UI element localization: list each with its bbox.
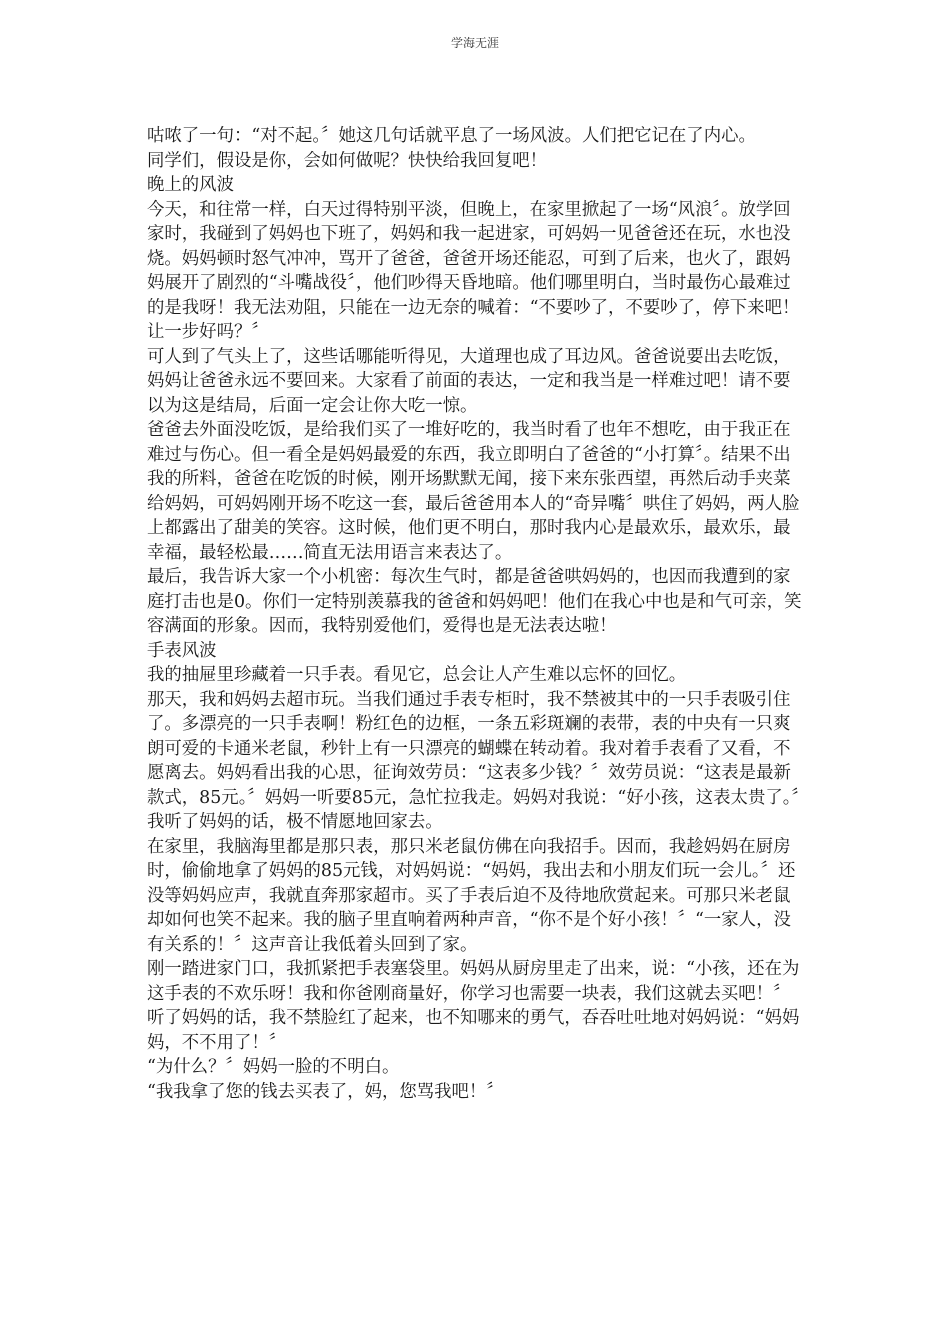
paragraph: 那天，我和妈妈去超市玩。当我们通过手表专柜时，我不禁被其中的一只手表吸引住了。多漂亮的一只手表啊！粉红色的边框，一条五彩斑斓的表带，表的中央有一只爽朗可爱的卡通米老鼠，秒针上有一只漂亮的蝴蝶在转动着。我对着手表看了又看，不愿离去。妈妈看出我的心思，征询效劳员：“这表多少钱？〞效劳员说：“这表是最新款式，85元。〞妈妈一听要85元，急忙拉我走。妈妈对我说：“好小孩，这表太贵了。〞我听了妈妈的话，极不情愿地回家去。 [147, 689, 801, 832]
paragraph: 最后，我告诉大家一个小机密：每次生气时，都是爸爸哄妈妈的，也因而我遭到的家庭打击也是0。你们一定特别羡慕我的爸爸和妈妈吧！他们在我心中也是和气可亲，笑容满面的形象。因而，我特别爱他们，爱得也是无法表达啦！ [147, 567, 802, 636]
paragraph: 咕哝了一句：“对不起。〞她这几句话就平息了一场风波。人们把它记在了内心。 [147, 126, 756, 146]
section-heading: 晚上的风波 [147, 175, 234, 195]
paragraph: 同学们，假设是你，会如何做呢？快快给我回复吧！ [147, 150, 547, 171]
paragraph: 今天，和往常一样，白天过得特别平淡，但晚上，在家里掀起了一场“风浪〞。放学回家时，我碰到了妈妈也下班了，妈妈和我一起进家，可妈妈一见爸爸还在玩，水也没烧。妈妈顿时怒气冲冲，骂开了爸爸，爸爸开场还能忍，可到了后来，也火了，跟妈妈展开了剧烈的“斗嘴战役〞，他们吵得天昏地暗。他们哪里明白，当时最伤心最难过的是我呀！我无法劝阻，只能在一边无奈的喊着：“不要吵了，不要吵了，停下来吧！让一步好吗？〞 [147, 199, 800, 342]
section-heading: 手表风波 [147, 640, 217, 661]
document-body [147, 124, 807, 1104]
paragraph: “我我拿了您的钱去买表了，妈，您骂我吧！〞 [147, 1081, 504, 1102]
paragraph: 听了妈妈的话，我不禁脸红了起来，也不知哪来的勇气，吞吞吐吐地对妈妈说：“妈妈妈，不不用了！〞 [147, 1008, 800, 1053]
paragraph: 爸爸去外面没吃饭，是给我们买了一堆好吃的，我当时看了也年不想吃，由于我正在难过与伤心。但一看全是妈妈最爱的东西，我立即明白了爸爸的“小打算〞。结果不出我的所料，爸爸在吃饭的时候，刚开场默默无闻，接下来东张西望，再然后动手夹菜给妈妈，可妈妈刚开场不吃这一套，最后爸爸用本人的“奇异嘴〞哄住了妈妈，两人脸上都露出了甜美的笑容。这时候，他们更不明白，那时我内心是最欢乐，最欢乐，最幸福，最轻松最……简直无法用语言来表达了。 [147, 420, 800, 563]
paragraph: 刚一踏进家门口，我抓紧把手表塞袋里。妈妈从厨房里走了出来，说：“小孩，还在为这手表的不欢乐呀！我和你爸刚商量好，你学习也需要一块表，我们这就去买吧！〞 [147, 959, 800, 1004]
page-header: 学海无涯 [450, 36, 499, 50]
paragraph: “为什么？〞妈妈一脸的不明白。 [147, 1057, 400, 1077]
paragraph: 在家里，我脑海里都是那只表，那只米老鼠仿佛在向我招手。因而，我趁妈妈在厨房时，偷偷地拿了妈妈的85元钱，对妈妈说：“妈妈，我出去和小朋友们玩一会儿。〞还没等妈妈应声，我就直奔那家超市。买了手表后迫不及待地欣赏起来。可那只米老鼠却如何也笑不起来。我的脑子里直响着两种声音，“你不是个好小孩！〞“一家人，没有关系的！〞这声音让我低着头回到了家。 [147, 836, 796, 955]
paragraph: 我的抽屉里珍藏着一只手表。看见它，总会让人产生难以忘怀的回忆。 [147, 665, 687, 685]
paragraph: 可人到了气头上了，这些话哪能听得见，大道理也成了耳边风。爸爸说要出去吃饭，妈妈让爸爸永远不要回来。大家看了前面的表达，一定和我当是一样难过吧！请不要以为这是结局，后面一定会让你大吃一惊。 [147, 346, 791, 416]
